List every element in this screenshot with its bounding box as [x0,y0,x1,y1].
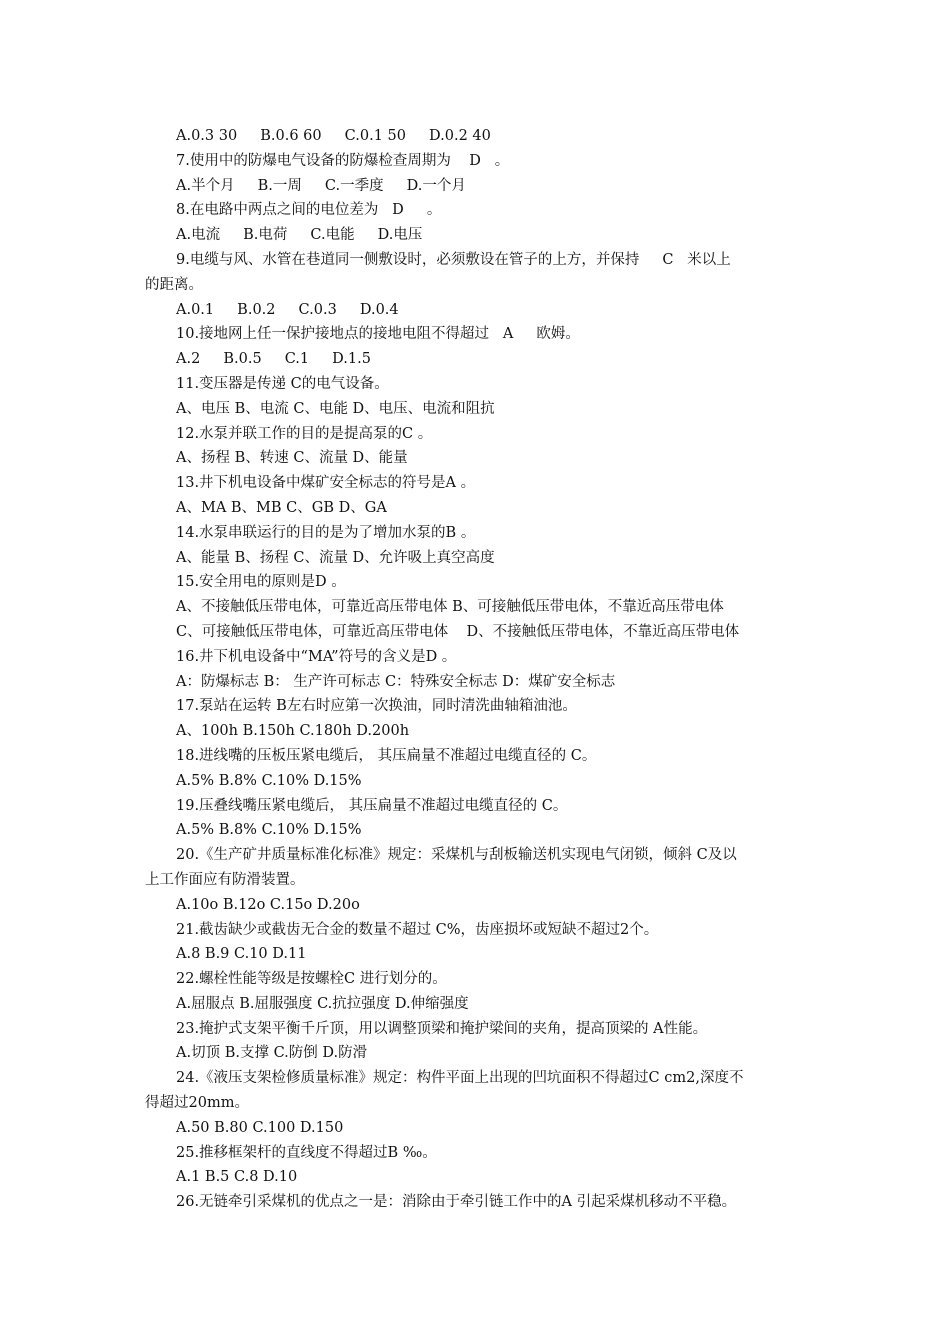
question-24: 24.《液压支架检修质量标准》规定：构件平面上出现的凹坑面积不得超过C cm2,深度不 [176,1070,744,1087]
question-19: 19.压叠线嘴压紧电缆后， 其压扁量不准超过电缆直径的 C。 [176,797,568,814]
question-20: 20.《生产矿井质量标准化标准》规定：采煤机与刮板输送机实现电气闭锁，倾斜 C及以 [176,847,737,864]
answer-options-19: A.5% B.8% C.10% D.15% [176,822,362,839]
answer-options-10: A.2 B.0.5 C.1 D.1.5 [176,351,371,368]
answer-options-8: A.电流 B.电荷 C.电能 D.电压 [176,227,423,244]
answer-options-6: A.0.3 30 B.0.6 60 C.0.1 50 D.0.2 40 [176,128,491,144]
answer-options-24: A.50 B.80 C.100 D.150 [176,1119,344,1136]
answer-options-22: A.屈服点 B.屈服强度 C.抗拉强度 D.伸缩强度 [176,995,469,1012]
answer-options-7: A.半个月 B.一周 C.一季度 D.一个月 [176,177,466,194]
answer-options-17: A、100h B.150h C.180h D.200h [176,723,410,740]
answer-options-11: A、电压 B、电流 C、电能 D、电压、电流和阻抗 [176,400,495,417]
question-20-continued: 上工作面应有防滑装置。 [145,871,305,888]
question-9: 9.电缆与风、水管在巷道同一侧敷设时，必须敷设在管子的上方，并保持 C 米以上 [176,251,731,268]
question-24-continued: 得超过20mm。 [145,1095,249,1112]
question-25: 25.推移框架杆的直线度不得超过B ‰。 [176,1144,437,1161]
question-22: 22.螺栓性能等级是按螺栓C 进行划分的。 [176,971,447,988]
answer-options-25: A.1 B.5 C.8 D.10 [176,1169,298,1186]
answer-options-15b: C、可接触低压带电体，可靠近高压带电体 D、不接触低压带电体，不靠近高压带电体 [176,623,740,640]
question-13: 13.井下机电设备中煤矿安全标志的符号是A 。 [176,475,476,492]
answer-options-21: A.8 B.9 C.10 D.11 [176,946,307,963]
question-16: 16.井下机电设备中“MA”符号的含义是D 。 [176,648,457,665]
question-8: 8.在电路中两点之间的电位差为 D 。 [176,202,442,219]
question-10: 10.接地网上任一保护接地点的接地电阻不得超过 A 欧姆。 [176,326,580,343]
question-list [145,124,815,1215]
question-18: 18.进线嘴的压板压紧电缆后， 其压扁量不准超过电缆直径的 C。 [176,747,597,764]
answer-options-20: A.10o B.12o C.15o D.20o [176,896,360,913]
answer-options-12: A、扬程 B、转速 C、流量 D、能量 [176,450,408,467]
answer-options-9: A.0.1 B.0.2 C.0.3 D.0.4 [176,301,399,318]
question-12: 12.水泵并联工作的目的是提高泵的C 。 [176,425,433,442]
question-14: 14.水泵串联运行的目的是为了增加水泵的B 。 [176,524,476,541]
question-17: 17.泵站在运转 B左右时应第一次换油，同时清洗曲轴箱油池。 [176,698,577,715]
question-23: 23.掩护式支架平衡千斤顶，用以调整顶梁和掩护梁间的夹角，提高顶梁的 A性能。 [176,1020,708,1037]
answer-options-14: A、能量 B、扬程 C、流量 D、允许吸上真空高度 [176,549,495,566]
question-21: 21.截齿缺少或截齿无合金的数量不超过 C%，齿座损坏或短缺不超过2个。 [176,921,659,938]
question-15: 15.安全用电的原则是D 。 [176,574,346,591]
answer-options-16: A：防爆标志 B： 生产许可标志 C：特殊安全标志 D：煤矿安全标志 [176,673,616,690]
question-26: 26.无链牵引采煤机的优点之一是：消除由于牵引链工作中的A 引起采煤机移动不平稳。 [176,1194,737,1211]
answer-options-15a: A、不接触低压带电体，可靠近高压带电体 B、可接触低压带电体，不靠近高压带电体 [176,599,724,616]
answer-options-23: A.切顶 B.支撑 C.防倒 D.防滑 [176,1045,368,1062]
answer-options-18: A.5% B.8% C.10% D.15% [176,772,362,789]
answer-options-13: A、MA B、MB C、GB D、GA [176,499,387,516]
question-11: 11.变压器是传递 C的电气设备。 [176,375,389,392]
question-9-continued: 的距离。 [145,276,203,293]
question-7: 7.使用中的防爆电气设备的防爆检查周期为 D 。 [176,152,510,169]
